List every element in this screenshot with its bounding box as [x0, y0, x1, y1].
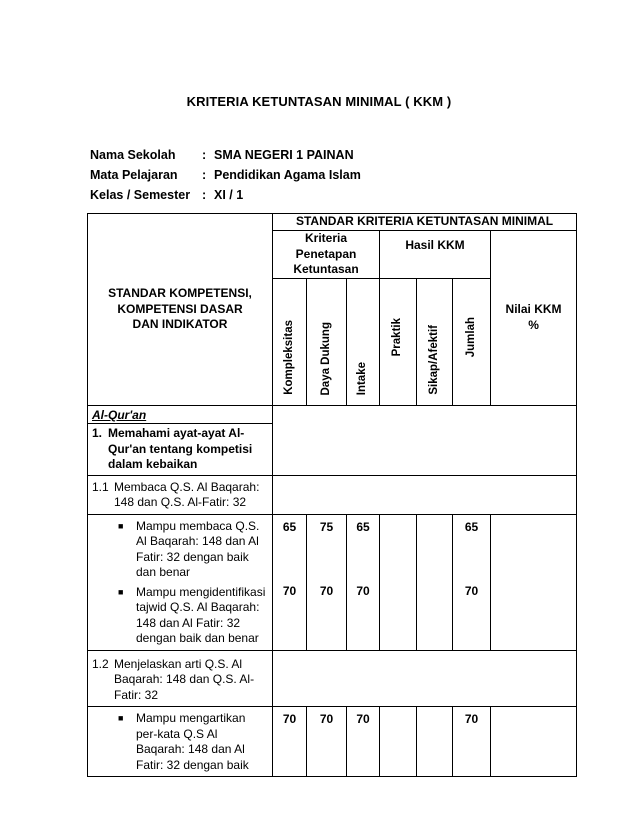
- info-row-class: [90, 188, 243, 202]
- col-intake: [347, 278, 380, 405]
- header-line: Kriteria Penetapan: [295, 231, 357, 261]
- value-cell: [491, 707, 577, 777]
- info-label: Nama Sekolah: [90, 148, 176, 162]
- kkm-standard-header: STANDAR KRITERIA KETUNTASAN MINIMAL: [273, 214, 577, 231]
- empty-cell: [273, 650, 577, 707]
- info-row-subject: [90, 168, 361, 182]
- value-cell: [347, 514, 380, 650]
- col-praktik: [380, 278, 417, 405]
- value-intake: 70: [356, 584, 370, 598]
- value-cell: [417, 514, 453, 650]
- value-kompleksitas: 70: [273, 707, 307, 777]
- info-colon: :: [202, 148, 207, 162]
- result-group-header: Hasil KKM: [380, 231, 491, 279]
- kd-text: Menjelaskan arti Q.S. Al Baqarah: 148 dan Q.S. Al-Fatir: 32: [114, 656, 255, 702]
- column-label: Kompleksitas: [282, 320, 295, 395]
- column-label: Sikap/Afektif: [427, 325, 440, 395]
- value-cell: [453, 514, 491, 650]
- col-kompleksitas: [273, 278, 307, 405]
- document-title: KRITERIA KETUNTASAN MINIMAL ( KKM ): [186, 94, 452, 109]
- header-line: KOMPETENSI DASAR: [117, 301, 243, 316]
- sk-item: [88, 423, 272, 475]
- sk-cell: [88, 405, 273, 475]
- competency-header: [88, 214, 273, 406]
- indicator-cell: [88, 514, 273, 650]
- kd-number: 1.1: [92, 479, 109, 494]
- info-label: Mata Pelajaran: [90, 168, 178, 182]
- nilai-kkm-header: [491, 231, 577, 406]
- info-colon: :: [202, 168, 207, 182]
- value-cell: [380, 707, 417, 777]
- kkm-table: [87, 213, 577, 777]
- value-cell: [491, 514, 577, 650]
- col-jumlah: [453, 278, 491, 405]
- value-daya-dukung: 75: [319, 519, 334, 534]
- category-label: Al-Qur'an: [92, 407, 147, 422]
- col-daya-dukung: [307, 278, 347, 405]
- value-daya-dukung: 70: [307, 707, 347, 777]
- sk-number: 1.: [92, 426, 103, 440]
- empty-cell: [273, 475, 577, 514]
- kd-row: [88, 475, 273, 514]
- column-label: Intake: [356, 361, 369, 395]
- kd-number: 1.2: [92, 656, 109, 671]
- sk-text: Memahami ayat-ayat Al-Qur'an tentang kompetisi dalam kebaikan: [108, 426, 253, 471]
- value-jumlah: 65: [464, 519, 479, 534]
- info-value: Pendidikan Agama Islam: [214, 168, 361, 182]
- indicator-cell: [88, 707, 273, 777]
- info-colon: :: [202, 188, 207, 202]
- kd-text: Membaca Q.S. Al Baqarah: 148 dan Q.S. Al-Fatir: 32: [114, 479, 260, 509]
- info-value: SMA NEGERI 1 PAINAN: [214, 148, 354, 162]
- empty-cell: [273, 405, 577, 475]
- column-label: Praktik: [391, 317, 404, 356]
- indicator-item: ■ Mampu mengartikan per-kata Q.S Al Baqarah: 148 dan Al Fatir: 32 dengan baik: [116, 711, 268, 773]
- header-line: %: [528, 317, 539, 332]
- value-jumlah: 70: [453, 707, 491, 777]
- value-cell: [307, 514, 347, 650]
- value-kompleksitas: 70: [282, 584, 297, 598]
- col-sikap-afektif: [417, 278, 453, 405]
- value-kompleksitas: 65: [282, 519, 297, 534]
- info-value: XI / 1: [214, 188, 244, 202]
- info-label: Kelas / Semester: [90, 188, 191, 202]
- value-daya-dukung: 70: [319, 584, 334, 598]
- info-row-school: [90, 148, 354, 162]
- header-line: DAN INDIKATOR: [132, 317, 228, 331]
- indicator-item: ■ Mampu membaca Q.S. Al Baqarah: 148 dan Al Fatir: 32 dengan baik dan benar: [116, 519, 268, 581]
- value-intake: 70: [347, 707, 380, 777]
- header-line: Ketuntasan: [293, 262, 359, 276]
- criteria-group-header: [273, 231, 380, 279]
- value-jumlah: 70: [464, 584, 479, 598]
- header-line: STANDAR KOMPETENSI,: [108, 286, 252, 300]
- value-cell: [273, 514, 307, 650]
- value-cell: [417, 707, 453, 777]
- indicator-item: ■ Mampu mengidentifikasi tajwid Q.S. Al Baqarah: 148 dan Al Fatir: 32 dengan baik dan benar: [116, 585, 268, 647]
- header-line: Nilai KKM: [505, 302, 562, 317]
- value-cell: [380, 514, 417, 650]
- kd-row: [88, 650, 273, 707]
- column-label: Daya Dukung: [319, 321, 332, 395]
- column-label: Jumlah: [464, 316, 477, 357]
- value-intake: 65: [356, 519, 370, 534]
